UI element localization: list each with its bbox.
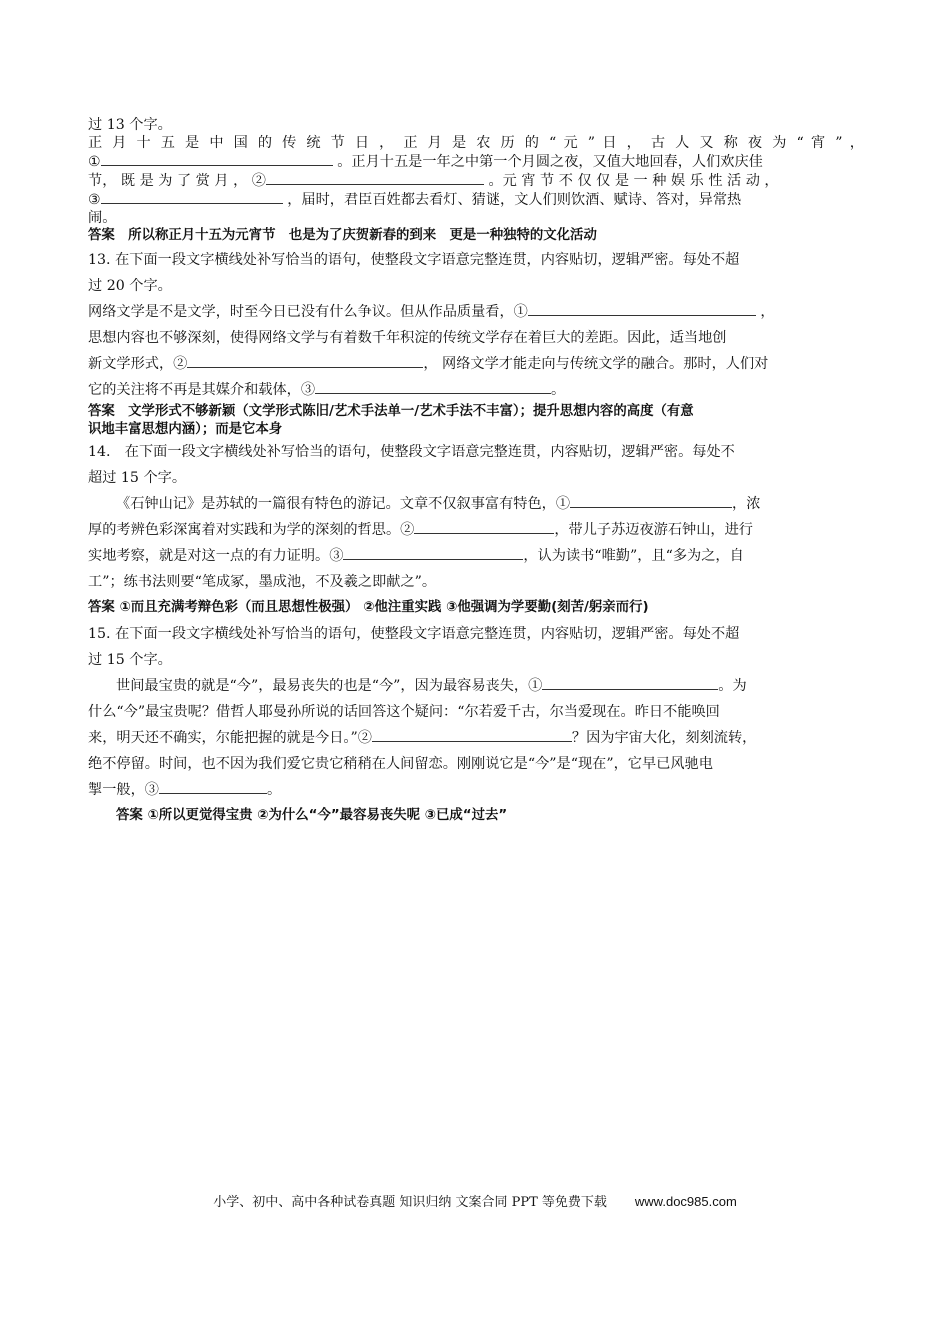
q15-answer: 答案 ①所以更觉得宝贵 ②为什么“今”最容易丧失呢 ③已成“过去”: [116, 808, 508, 823]
q12-answer: 答案 所以称正月十五为元宵节 也是为了庆贺新春的到来 更是一种独特的文化活动: [88, 228, 597, 243]
document-body: [88, 116, 864, 829]
page-footer: [0, 1191, 950, 1210]
blank-1[interactable]: [101, 152, 333, 166]
q13-line-4: 它的关注将不再是其媒介和载体，③ 。: [88, 382, 566, 398]
q12-line-4: ③ ，届时，君臣百姓都去看灯、猜谜，文人们则饮酒、赋诗、答对，异常热: [88, 192, 742, 208]
footer-text: 小学、初中、高中各种试卷真题 知识归纳 文案合同 PPT 等免费下载: [213, 1195, 607, 1210]
blank-3[interactable]: [343, 546, 523, 560]
q15-heading-cont: 过 15 个字。: [88, 652, 172, 668]
blank-2[interactable]: [266, 171, 484, 185]
q15-line-5: 掣一般，③ 。: [88, 782, 282, 798]
q12-line-1: 正 月 十 五 是 中 国 的 传 统 节 日 ， 正 月 是 农 历 的 “ 元 ” 日 ， 古 人 又 称 夜 为 “ 宵 ” ，: [88, 135, 864, 151]
q14-answer: 答案 ①而且充满考辩色彩（而且思想性极强） ②他注重实践 ③他强调为学要勤(刻苦/躬亲而行): [88, 600, 649, 615]
question-14: [88, 439, 864, 621]
q13-line-3: 新文学形式，② ， 网络文学才能走向与传统文学的融合。那时，人们对: [88, 356, 769, 372]
q13-answer-cont: 识地丰富思想内涵）；而是它本身: [88, 422, 283, 437]
q13-heading-cont: 过 20 个字。: [88, 278, 172, 294]
q14-line-1: 《石钟山记》是苏轼的一篇很有特色的游记。文章不仅叙事富有特色，① ，浓: [116, 496, 761, 512]
q15-line-4: 绝不停留。时间，也不因为我们爱它贵它稍稍在人间留恋。刚刚说它是“今”是“现在”，它早已风驰电: [88, 756, 713, 772]
question-15: [88, 621, 864, 829]
question-13: [88, 247, 864, 439]
blank-2[interactable]: [414, 520, 554, 534]
q13-line-1: 网络文学是不是文学，时至今日已没有什么争议。但从作品质量看，① ，: [88, 304, 775, 320]
q14-heading-cont: 超过 15 个字。: [88, 470, 187, 486]
blank-1[interactable]: [542, 676, 718, 690]
q12-tail: 过 13 个字。: [88, 117, 172, 133]
q12-line-3: 节， 既 是 为 了 赏 月 ， ② 。元 宵 节 不 仅 仅 是 一 种 娱 乐 性 活 动 ，: [88, 173, 779, 189]
q13-heading: 13. 在下面一段文字横线处补写恰当的语句，使整段文字语意完整连贯，内容贴切，逻辑严密。每处不超: [88, 252, 740, 268]
blank-2[interactable]: [372, 728, 572, 742]
q13-line-2: 思想内容也不够深刻，使得网络文学与有着数千年积淀的传统文学存在着巨大的差距。因此，适当地创: [88, 330, 727, 346]
q12-line-5: 闹。: [88, 210, 117, 226]
blank-2[interactable]: [187, 354, 423, 368]
q14-line-4: 工”；练书法则要“笔成冢，墨成池，不及羲之即献之”。: [88, 574, 437, 590]
q15-line-3: 来，明天还不确实，尔能把握的就是今日。”② ？因为宇宙大化，刻刻流转，: [88, 730, 757, 746]
q14-heading: 14. 在下面一段文字横线处补写恰当的语句，使整段文字语意完整连贯，内容贴切，逻辑严密。每处不: [88, 444, 735, 460]
blank-1[interactable]: [528, 302, 756, 316]
footer-link[interactable]: www.doc985.com: [634, 1194, 737, 1209]
blank-3[interactable]: [101, 190, 283, 204]
q12-line-2: ① 。正月十五是一年之中第一个月圆之夜，又值大地回春，人们欢庆佳: [88, 154, 763, 170]
blank-3[interactable]: [159, 780, 267, 794]
q15-line-2: 什么“今”最宝贵呢？借哲人耶曼孙所说的话回答这个疑问：“尔若爱千古，尔当爱现在。昨日不能唤回: [88, 704, 720, 720]
question-12: [88, 116, 864, 245]
q15-heading: 15. 在下面一段文字横线处补写恰当的语句，使整段文字语意完整连贯，内容贴切，逻辑严密。每处不超: [88, 626, 740, 642]
blank-1[interactable]: [570, 494, 732, 508]
q14-line-3: 实地考察，就是对这一点的有力证明。③ ，认为读书“唯勤”，且“多为之，自: [88, 548, 744, 564]
q15-line-1: 世间最宝贵的就是“今”，最易丧失的也是“今”，因为最容易丧失，① 。为: [116, 678, 747, 694]
blank-3[interactable]: [315, 380, 551, 394]
q14-line-2: 厚的考辨色彩深寓着对实践和为学的深刻的哲思。② ，带儿子苏迈夜游石钟山，进行: [88, 522, 753, 538]
q13-answer: 答案 文学形式不够新颖（文学形式陈旧/艺术手法单一/艺术手法不丰富）；提升思想内容的高度（有意: [88, 404, 694, 419]
